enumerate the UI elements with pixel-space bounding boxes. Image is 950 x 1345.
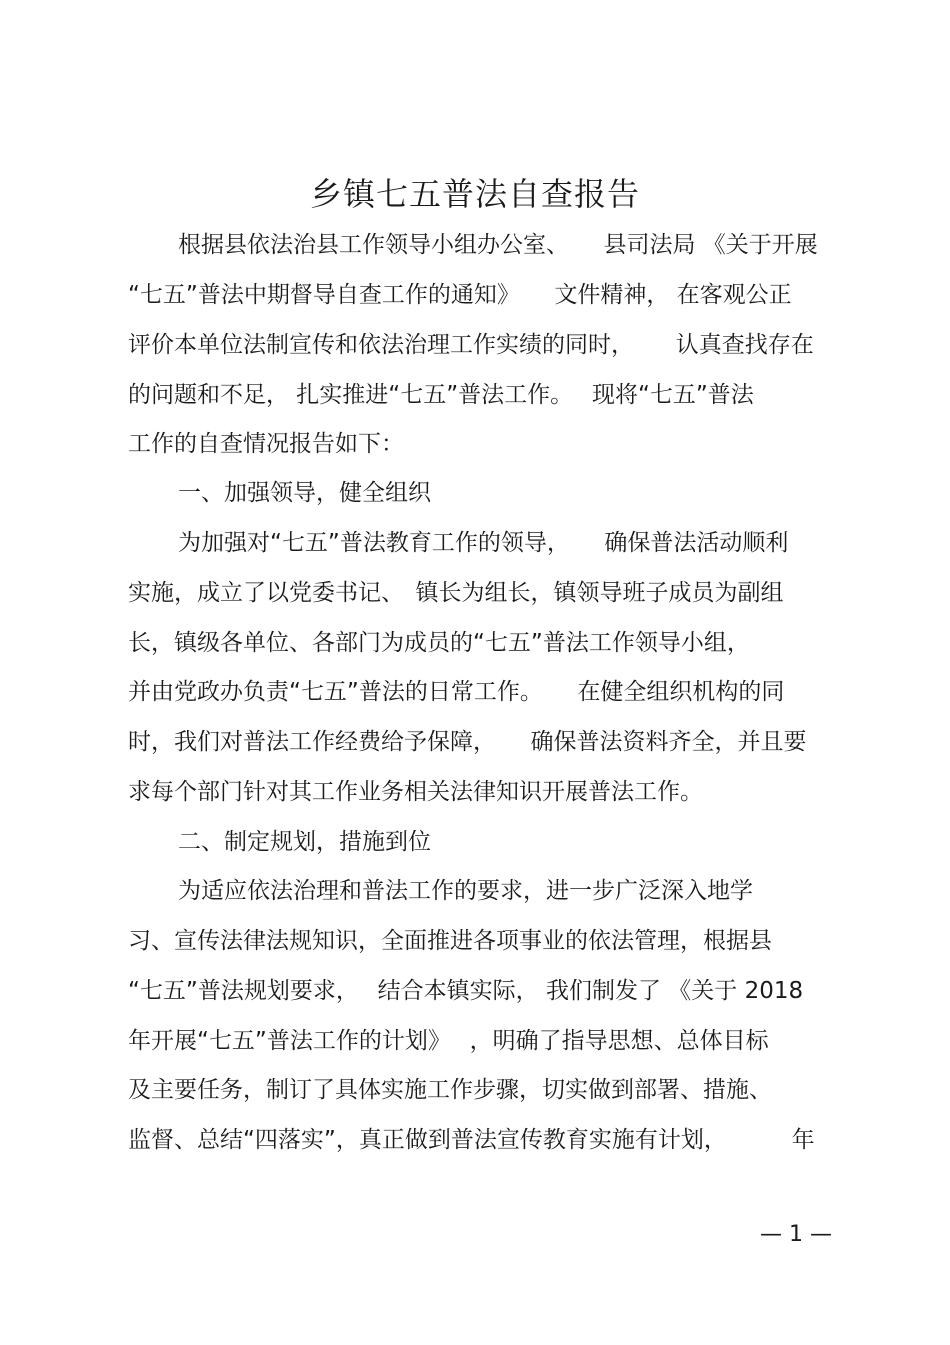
paragraph-line: 及主要任务，制订了具体实施工作步骤，切实做到部署、措施、	[128, 1077, 772, 1103]
paragraph-line: 习、宣传法律法规知识，全面推进各项事业的依法管理，根据县	[128, 928, 772, 954]
paragraph-line: 年开展“七五”普法工作的计划》 ，明确了指导思想、总体目标	[128, 1028, 769, 1054]
paragraph-line: 评价本单位法制宣传和依法治理工作实绩的同时， 认真查找存在	[128, 332, 814, 358]
paragraph-line: 并由党政办负责“七五”普法的日常工作。 在健全组织机构的同	[128, 679, 785, 705]
paragraph-line: 监督、总结“四落实”，真正做到普法宣传教育实施有计划， 年	[128, 1127, 815, 1153]
document-title: 乡镇七五普法自查报告	[309, 175, 640, 213]
paragraph-line: 根据县依法治县工作领导小组办公室、 县司法局 《关于开展	[178, 232, 818, 258]
paragraph-line: 实施，成立了以党委书记、 镇长为组长，镇领导班子成员为副组	[128, 580, 784, 606]
paragraph-line: 的问题和不足， 扎实推进“七五”普法工作。 现将“七五”普法	[128, 382, 754, 408]
paragraph-line: 时，我们对普法工作经费给予保障， 确保普法资料齐全，并且要	[128, 729, 807, 755]
page-number: — 1 —	[760, 1222, 832, 1247]
paragraph-line: 工作的自查情况报告如下：	[128, 431, 404, 457]
paragraph-line: “七五”普法中期督导自查工作的通知》 文件精神， 在客观公正	[128, 282, 792, 308]
paragraph-line: 为加强对“七五”普法教育工作的领导， 确保普法活动顺利	[178, 530, 789, 556]
paragraph-line: 为适应依法治理和普法工作的要求，进一步广泛深入地学	[178, 878, 753, 904]
paragraph-line: 求每个部门针对其工作业务相关法律知识开展普法工作。	[128, 779, 703, 805]
paragraph-line: 长，镇级各单位、各部门为成员的“七五”普法工作领导小组，	[128, 630, 750, 656]
section-heading: 一、加强领导，健全组织	[178, 480, 431, 506]
section-heading: 二、制定规划，措施到位	[178, 829, 431, 855]
paragraph-line: “七五”普法规划要求， 结合本镇实际， 我们制发了 《关于 2018	[128, 978, 804, 1004]
